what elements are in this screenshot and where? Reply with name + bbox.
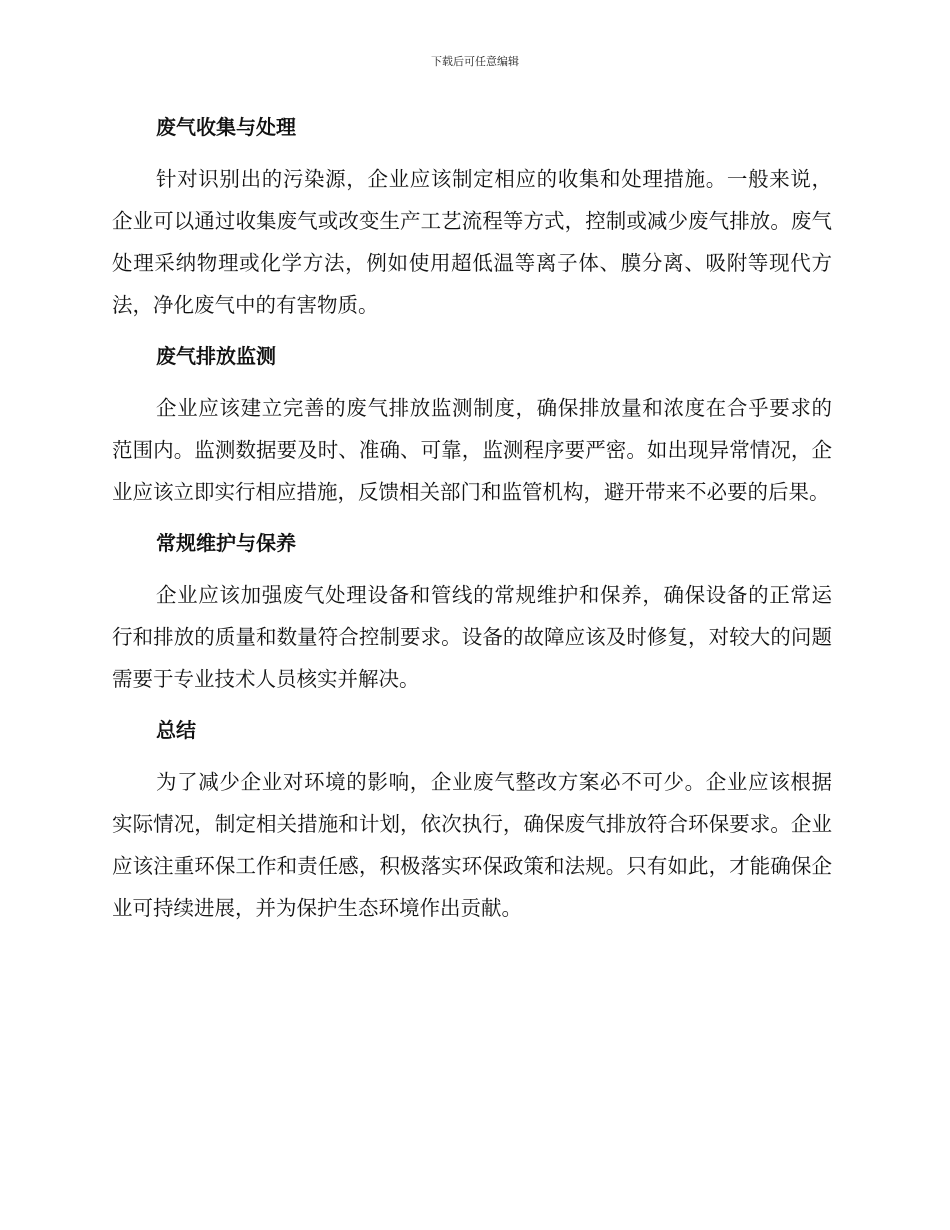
- document-content: [112, 110, 832, 929]
- section-heading: 总结: [156, 718, 196, 742]
- section-heading: 废气排放监测: [156, 344, 276, 368]
- section-paragraph: 企业应该加强废气处理设备和管线的常规维护和保养，确保设备的正常运行和排放的质量和数量符合控制要求。设备的故障应该及时修复，对较大的问题需要于专业技术人员核实并解决。: [112, 583, 832, 691]
- section-emission-monitoring: [112, 339, 832, 513]
- section-routine-maintenance: [112, 526, 832, 700]
- section-waste-gas-collection: [112, 110, 832, 326]
- section-paragraph: 针对识别出的污染源，企业应该制定相应的收集和处理措施。一般来说，企业可以通过收集废气或改变生产工艺流程等方式，控制或减少废气排放。废气处理采纳物理或化学方法，例如使用超低温等离子体、膜分离、吸附等现代方法，净化废气中的有害物质。: [112, 167, 832, 317]
- page-header: 下载后可任意编辑: [431, 55, 519, 68]
- section-paragraph: 企业应该建立完善的废气排放监测制度，确保排放量和浓度在合乎要求的范围内。监测数据要及时、准确、可靠，监测程序要严密。如出现异常情况，企业应该立即实行相应措施，反馈相关部门和监管机构，避开带来不必要的后果。: [112, 396, 832, 504]
- section-heading: 废气收集与处理: [156, 115, 296, 139]
- section-paragraph: 为了减少企业对环境的影响，企业废气整改方案必不可少。企业应该根据实际情况，制定相关措施和计划，依次执行，确保废气排放符合环保要求。企业应该注重环保工作和责任感，积极落实环保政策和法规。只有如此，才能确保企业可持续进展，并为保护生态环境作出贡献。: [112, 770, 832, 920]
- section-summary: [112, 713, 832, 929]
- section-heading: 常规维护与保养: [156, 531, 296, 555]
